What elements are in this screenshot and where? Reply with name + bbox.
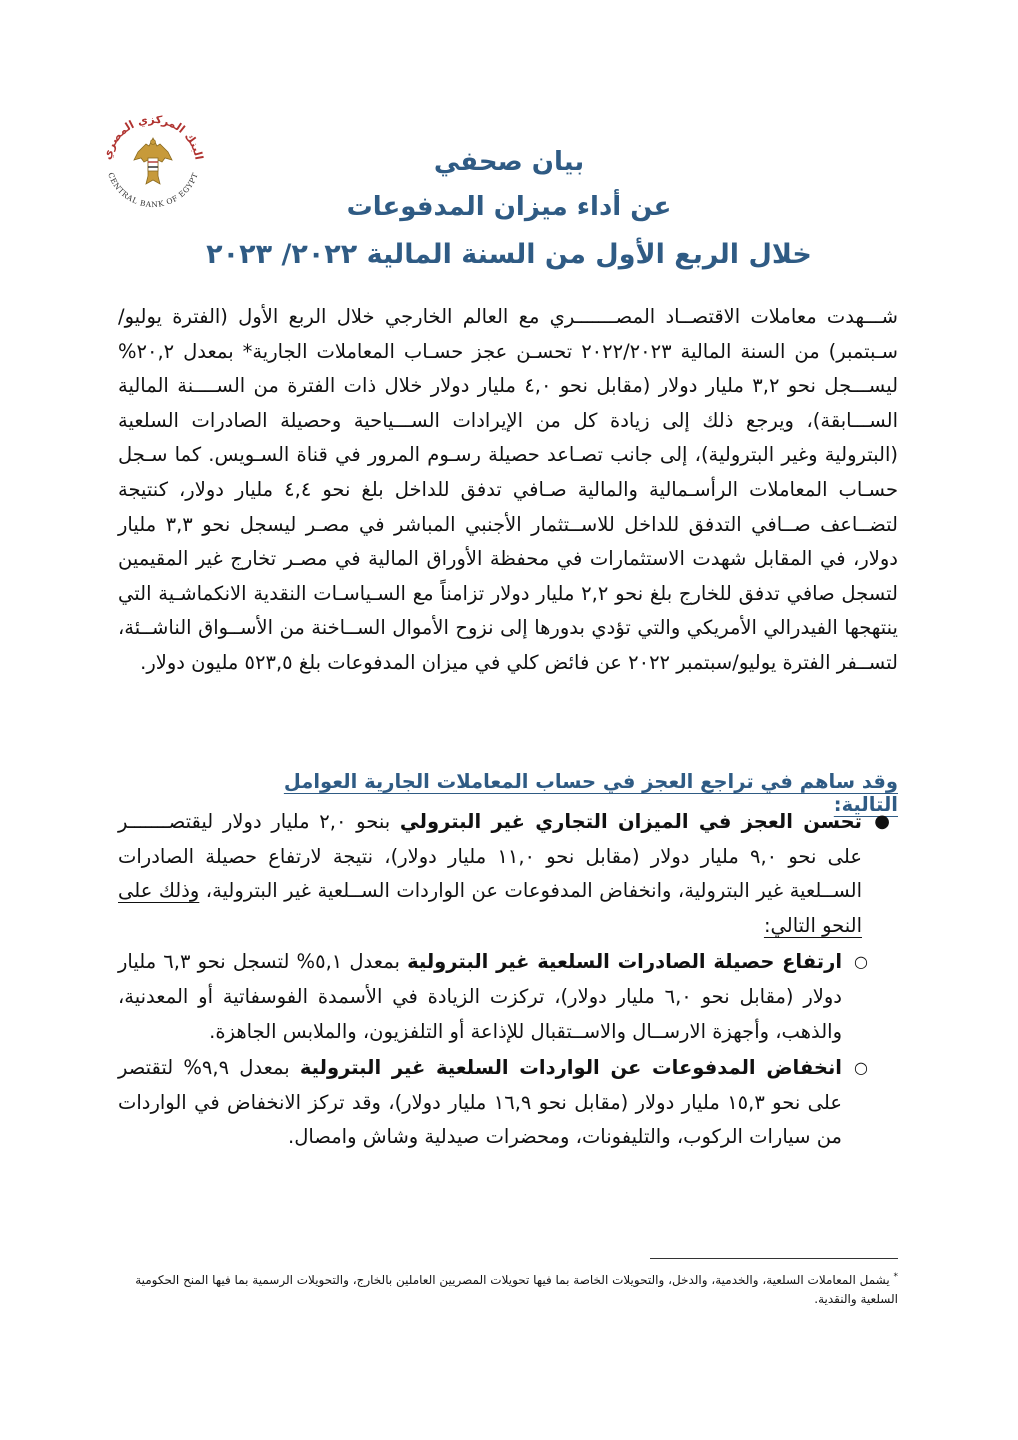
circle-bullet-icon: ○ bbox=[854, 1058, 868, 1078]
footnote-mark: * bbox=[893, 1272, 898, 1282]
list-item bbox=[118, 1051, 898, 1155]
circle-bullet-icon: ○ bbox=[854, 952, 868, 972]
list-item bbox=[118, 945, 898, 1049]
page-title: بيان صحفي bbox=[433, 147, 585, 177]
period-title: خلال الربع الأول من السنة المالية ٢٠٢٢/ ٢٠٢٣ bbox=[206, 239, 812, 270]
factors-heading: وقد ساهم في تراجع العجز في حساب المعاملات الجارية العوامل التالية: bbox=[283, 770, 898, 816]
logo-english-arc: CENTRAL BANK OF EGYPT bbox=[106, 171, 200, 210]
bullet-text: بنحو ٢,٠ مليار دولار ليقتصـــــــر على نحو ٩,٠ مليار دولار (مقابل نحو ١١,٠ مليار دولار)، نتيجة لارتفاع حصيلة الصادرات الســلعية غير البترولية، وانخفاض المدفوعات عن الواردات الســلعية غير البترولية، bbox=[118, 810, 862, 903]
main-paragraph: شـــهدت معاملات الاقتصــاد المصـــــــري مع العالم الخارجي خلال الربع الأول (الفترة يوليو/سـبتمبر) من السنة المالية ٢٠٢٢/٢٠٢٣ تحسـن عجز حسـاب المعاملات الجارية* بمعدل ٢٠,٢% ليســـجل نحو ٣,٢ مليار دولار (مقابل نحو ٤,٠ مليار دولار خلال ذات الفترة من الســــنة المالية الســـابقة)، ويرجع ذلك إلى زيادة كل من الإيرادات الســـياحية وحصيلة الصادرات السلعية (البترولية وغير البترولية)، إلى جانب تصـاعد حصيلة رسـوم المرور في قناة السـويس. كما سـجل حسـاب المعاملات الرأسـمالية والمالية صـافي تدفق للداخل بلغ نحو ٤,٤ مليار دولار، كنتيجة لتضــاعف صــافي التدفق للداخل للاســتثمار الأجنبي المباشر في مصـر ليسجل نحو ٣,٣ مليار دولار، في المقابل شهدت الاستثمارات في محفظة الأوراق المالية في مصـر تخارج غير المقيمين لتسجل صافي تدفق للخارج بلغ نحو ٢,٢ مليار دولار تزامناً مع السـياسـات النقدية الانكماشـية التي ينتهجها الفيدرالي الأمريكي والتي تؤدي بدورها إلى نزوح الأموال الســاخنة من الأســواق الناشــئة، لتســفر الفترة يوليو/سبتمبر ٢٠٢٢ عن فائض كلي في ميزان المدفوعات بلغ ٥٢٣,٥ مليون دولار. bbox=[118, 305, 899, 674]
footnote-divider bbox=[650, 1258, 898, 1259]
sub-bullet-heading: انخفاض المدفوعات عن الواردات السلعية غير البترولية bbox=[299, 1056, 842, 1080]
footnote-text: يشمل المعاملات السلعية، والخدمية، والدخل، والتحويلات الخاصة بما فيها تحويلات المصريين العاملين بالخارج، والتحويلات الرسمية بما فيها المنح الحكومية السلعية والنقدية. bbox=[135, 1273, 898, 1306]
sub-bullet-text: بمعدل ٩,٩% لتقتصر على نحو ١٥,٣ مليار دولار (مقابل نحو ١٦,٩ مليار دولار)، وقد تركز الانخفاض في الواردات من سيارات الركوب، والتليفونات، ومحضرات صيدلية وشاش وامصال. bbox=[118, 1056, 842, 1149]
eagle-icon bbox=[134, 138, 172, 184]
sub-bullet-text: بمعدل ٥,١% لتسجل نحو ٦,٣ مليار دولار (مقابل نحو ٦,٠ مليار دولار)، تركزت الزيادة في الأسمدة الفوسفاتية أو المعدنية، والذهب، وأجهزة الارســال والاســتقبال للإذاعة أو التلفزيون، والملابس الجاهزة. bbox=[118, 950, 842, 1043]
bullet-lead-in: وذلك على النحو التالي: bbox=[118, 879, 862, 937]
list-item bbox=[118, 805, 898, 943]
sub-bullet-heading: ارتفاع حصيلة الصادرات السلعية غير البترولية bbox=[407, 950, 843, 974]
press-release-header bbox=[180, 140, 838, 280]
logo-arabic-arc: البنك المركزي المصري bbox=[100, 112, 206, 162]
page-subtitle: عن أداء ميزان المدفوعات bbox=[346, 192, 672, 222]
bullet-heading: تحسن العجز في الميزان التجاري غير البترولي bbox=[399, 810, 862, 833]
footnote bbox=[118, 1268, 898, 1309]
factors-list bbox=[118, 805, 898, 1155]
bullet-icon: ● bbox=[874, 811, 890, 832]
